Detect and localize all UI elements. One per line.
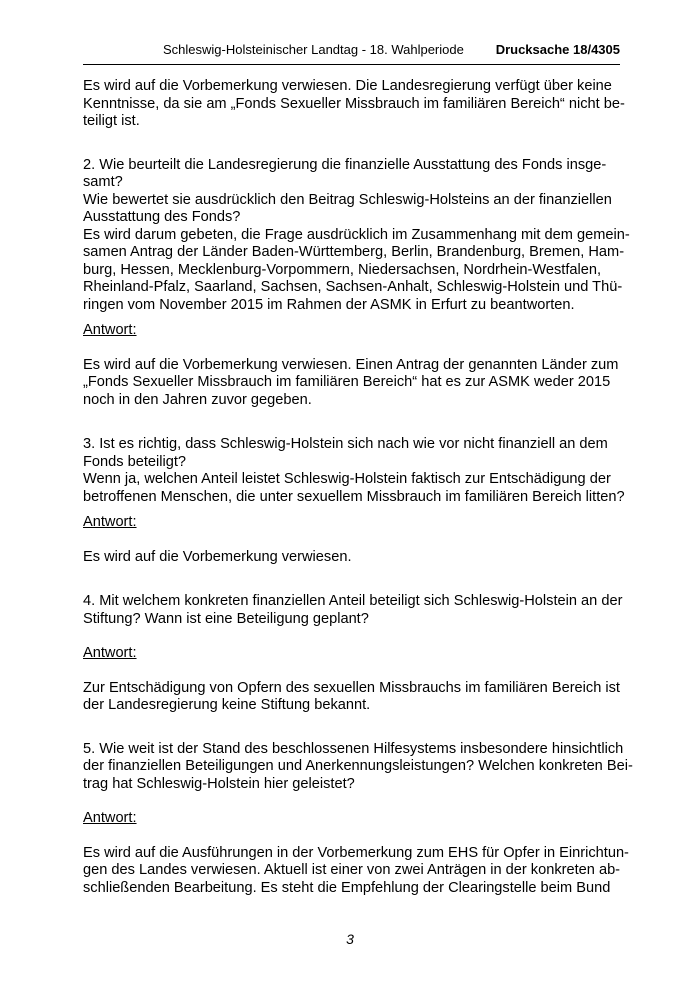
document-number: Drucksache 18/4305 (495, 42, 620, 57)
page-number: 3 (346, 931, 354, 947)
question-4: 4. Mit welchem konkreten finanziellen Anteil beteiligt sich Schleswig-Holstein an der Stiftung? Wann ist eine Beteiligung geplant? (83, 593, 623, 627)
document-body (83, 78, 633, 897)
question-2: 2. Wie beurteilt die Landesregierung die finanzielle Ausstattung des Fonds insge- samt? Wie bewertet sie ausdrücklich den Beitrag Schleswig-Holsteins an der finanziellen Ausstattung des Fonds? Es wird darum gebeten, die Frage ausdrücklich im Zusammenhang mit dem gemein- samen Antrag der Länder Baden-Württemberg, Berlin, Brandenburg, Bremen, Ham- burg, Hessen, Mecklenburg-Vorpommern, Niedersachsen, Nordrhein-Westfalen, Rheinland-Pfalz, Saarland, Sachsen, Sachsen-Anhalt, Schleswig-Holstein und Thü- ringen vom November 2015 im Rahmen der ASMK in Erfurt zu beantworten. (83, 156, 630, 313)
question-3: 3. Ist es richtig, dass Schleswig-Holstein sich nach wie vor nicht finanziell an dem Fonds beteiligt? Wenn ja, welchen Anteil leistet Schleswig-Holstein faktisch zur Entschädigung der betroffenen Menschen, die unter sexuellem Missbrauch im familiären Bereich litten? (83, 436, 625, 505)
answer-paragraph-5: Es wird auf die Ausführungen in der Vorbemerkung zum EHS für Opfer in Einrichtun- gen des Landes verwiesen. Aktuell ist einer von zwei Anträgen in der konkreten ab- schließenden Bearbeitung. Es steht die Empfehlung der Clearingstelle beim Bund (83, 844, 629, 896)
answer-paragraph-3: Es wird auf die Vorbemerkung verwiesen. (83, 548, 352, 565)
answer-paragraph-2: Es wird auf die Vorbemerkung verwiesen. Einen Antrag der genannten Länder zum „Fonds Sexueller Missbrauch im familiären Bereich“ hat es zur ASMK weder 2015 noch in den Jahren zuvor gegeben. (83, 356, 619, 408)
answer-label: Antwort: (83, 514, 137, 530)
answer-paragraph-1: Es wird auf die Vorbemerkung verwiesen. Die Landesregierung verfügt über keine Kenntnisse, da sie am „Fonds Sexueller Missbrauch im familiären Bereich“ nicht be- teiligt ist. (83, 78, 625, 129)
question-5: 5. Wie weit ist der Stand des beschlossenen Hilfesystems insbesondere hinsichtlich der finanziellen Beteiligungen und Anerkennungsleistungen? Welchen konkreten Bei- trag hat Schleswig-Holstein hier geleistet? (83, 740, 633, 792)
answer-label: Antwort: (83, 810, 137, 826)
page-header (83, 40, 620, 65)
header-title: Schleswig-Holsteinischer Landtag - 18. Wahlperiode (163, 42, 464, 57)
answer-paragraph-4: Zur Entschädigung von Opfern des sexuellen Missbrauchs im familiären Bereich ist der Landesregierung keine Stiftung bekannt. (83, 679, 620, 713)
answer-label: Antwort: (83, 645, 137, 661)
answer-label: Antwort: (83, 322, 137, 338)
